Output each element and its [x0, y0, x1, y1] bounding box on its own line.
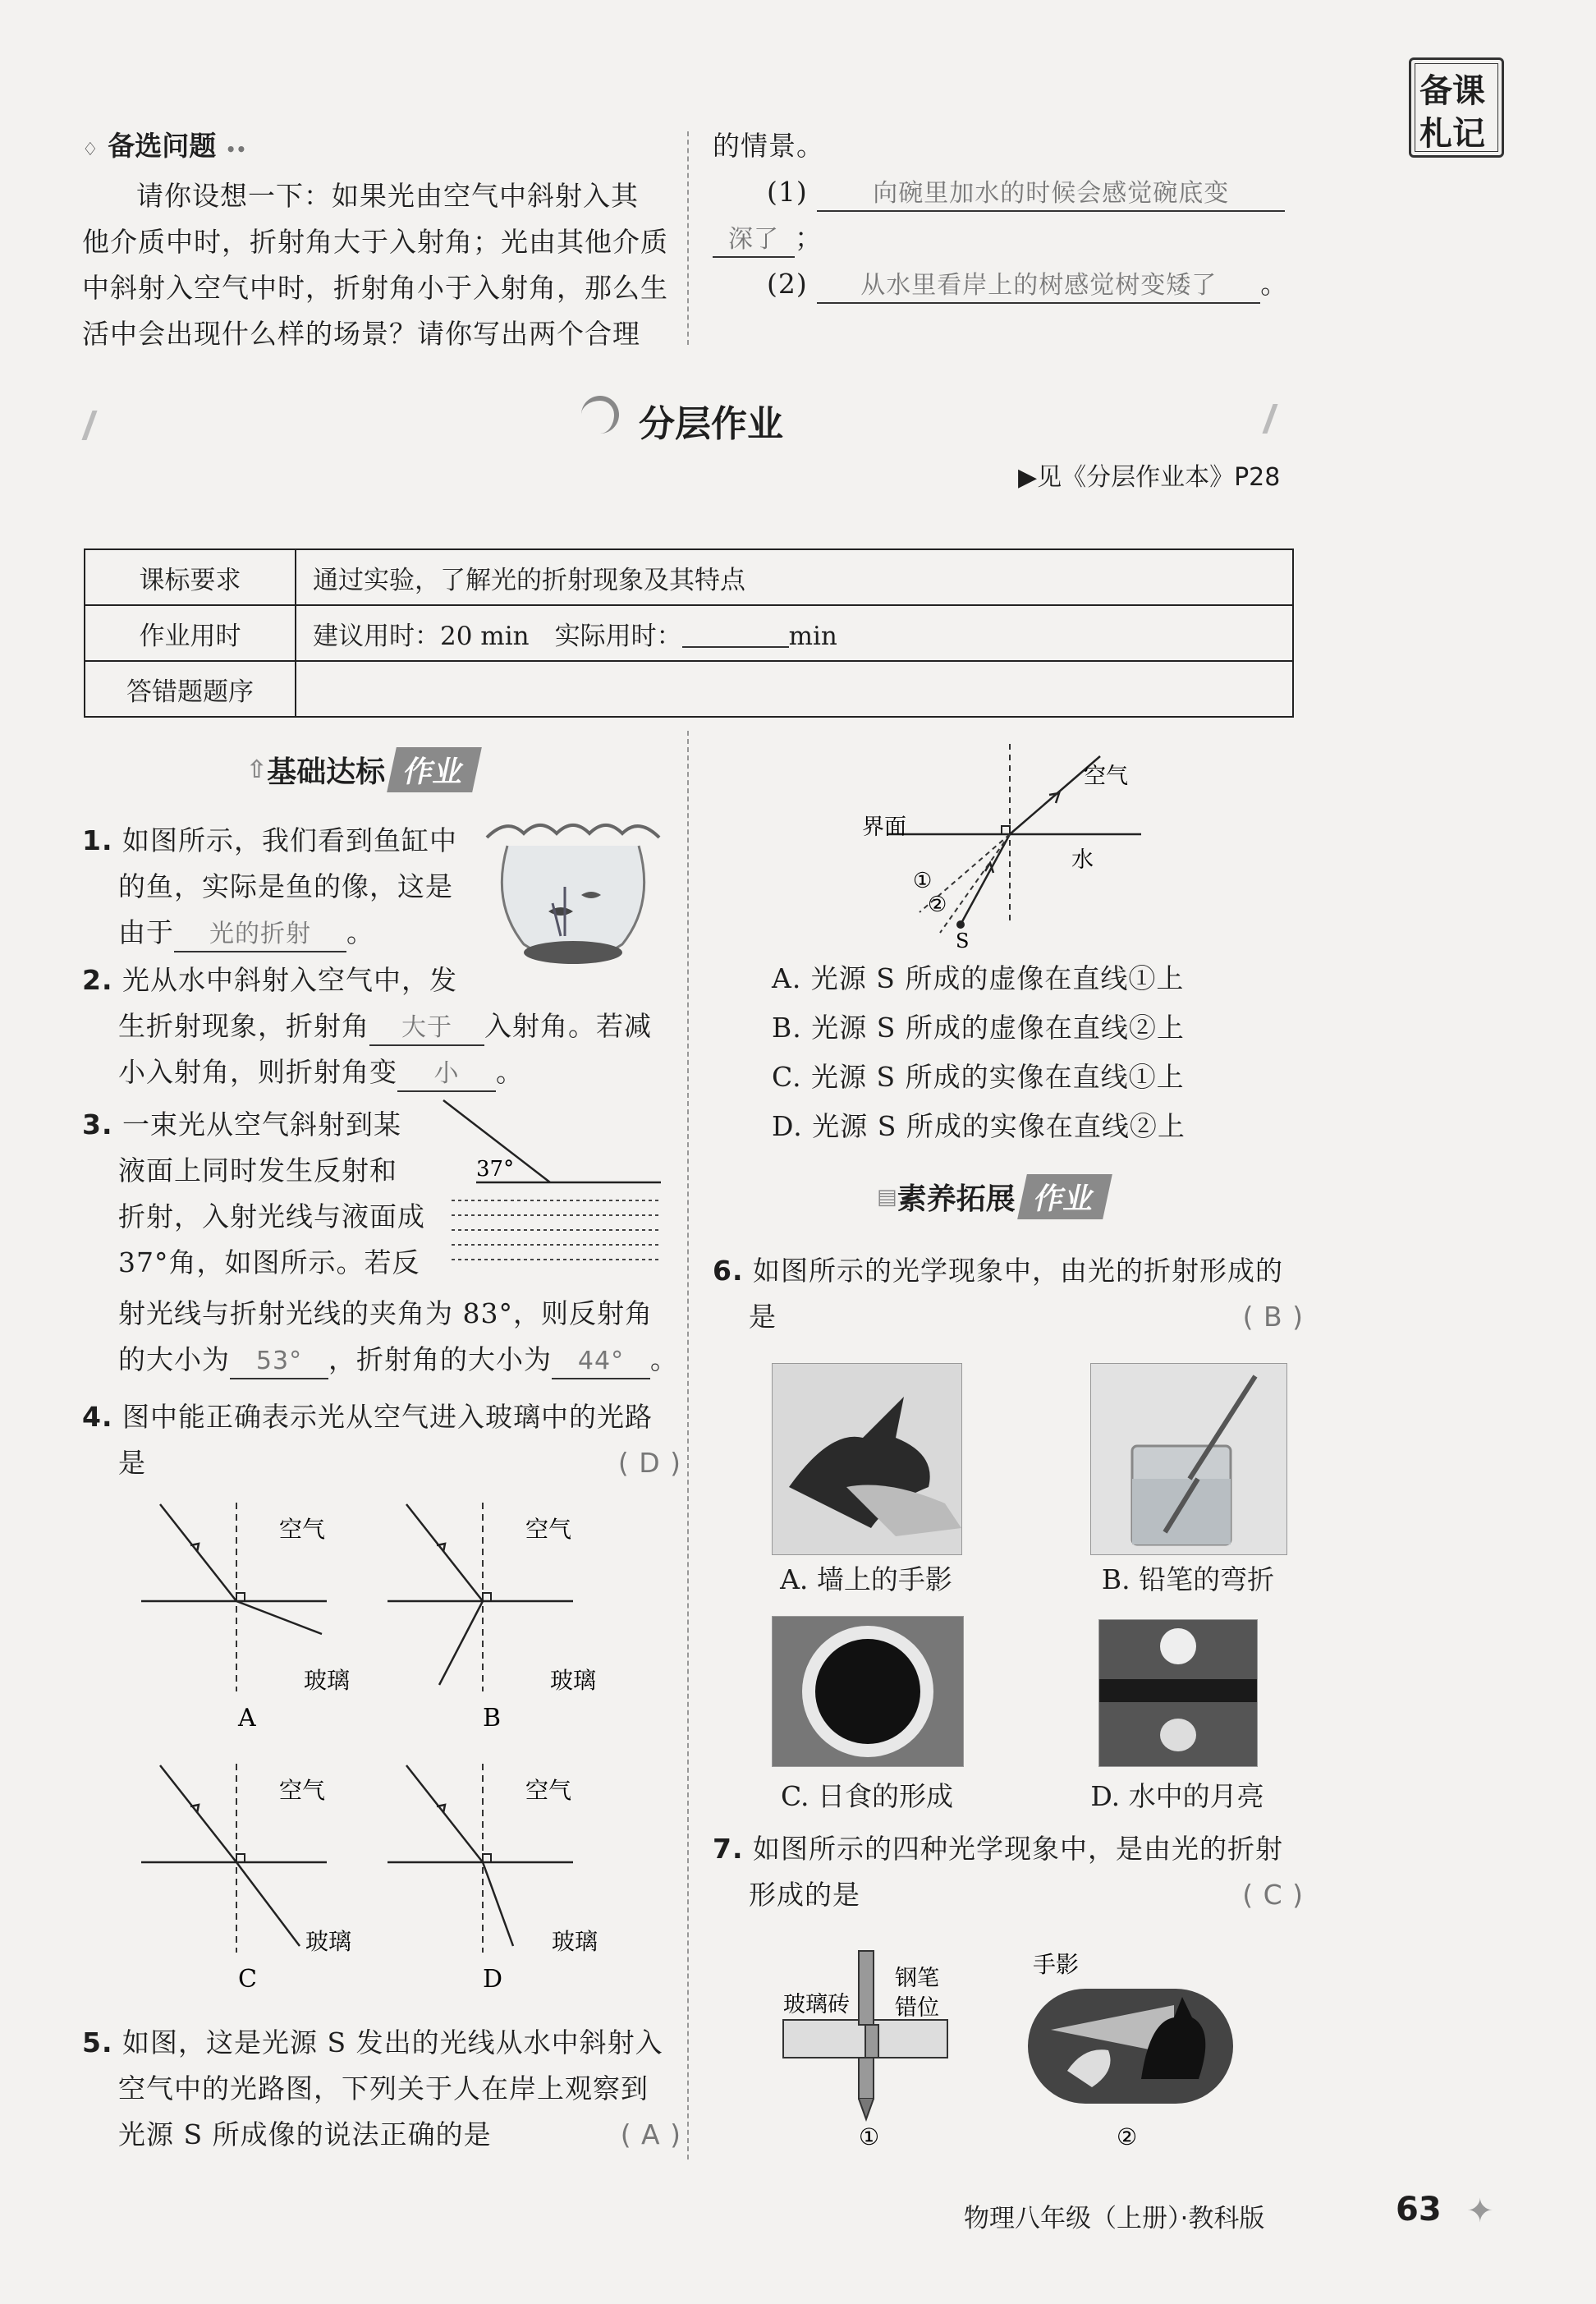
q4c-air: 空气 — [279, 1777, 326, 1804]
q4-diagram-c — [131, 1756, 352, 2002]
q2-line2b: 入射角。若减 — [484, 1010, 652, 1042]
q3-line6c: 。 — [650, 1343, 678, 1375]
q7-mark-1: ① — [859, 2123, 880, 2150]
q7-label-shift: 错位 — [895, 1995, 939, 2021]
q3-answer1[interactable]: 53° — [230, 1345, 328, 1379]
q7-num: 7. — [713, 1833, 744, 1865]
q5-line3: 光源 S 所成像的说法正确的是 — [118, 2118, 492, 2150]
section-deco-left — [81, 411, 115, 440]
q4-diagram-d — [378, 1756, 598, 2002]
q5-options — [772, 954, 1186, 1151]
q4c-label: C — [238, 1965, 257, 1994]
backup-question: ♢ 备选问题 •• 请你设想一下：如果光由空气中斜射入其 他介质中时，折射角大于入射角；光由其他介质 中斜射入空气中时，折射角小于入射角，那么生 活中会出现什么样的场景？请你写出两个合理 — [82, 123, 673, 357]
page-number: 63 — [1396, 2191, 1442, 2228]
fishbowl-figure — [475, 813, 672, 977]
q2-line2a: 生折射现象，折射角 — [118, 1010, 369, 1042]
backup-item2-label: (2) — [767, 268, 808, 300]
q4a-air: 空气 — [279, 1516, 326, 1543]
q2-num: 2. — [82, 964, 113, 996]
q4-num: 4. — [82, 1401, 113, 1433]
column-divider — [687, 731, 689, 2159]
backup-line-3: 中斜射入空气中时，折射角小于入射角，那么生 — [82, 272, 668, 304]
q3-line4: 37°角，如图所示。若反 — [118, 1246, 420, 1278]
row-value — [296, 605, 1293, 661]
q3-line6b: ，折射角的大小为 — [328, 1343, 552, 1375]
homework-info-table — [84, 548, 1294, 718]
q5-fig-line2: ② — [928, 893, 947, 917]
q4-answer[interactable]: ( D ) — [617, 1447, 681, 1479]
q4-diagram-b — [378, 1494, 597, 1741]
q4-line1: 图中能正确表示光从空气进入玻璃中的光路 — [122, 1401, 653, 1433]
q4a-glass: 玻璃 — [304, 1667, 351, 1694]
banner-extension — [877, 1174, 1108, 1219]
actual-time-field[interactable] — [682, 623, 789, 648]
backup-item1-answer-cont: 深了 — [713, 223, 795, 258]
q4d-glass: 玻璃 — [552, 1928, 598, 1955]
q5-fig-line1: ① — [913, 869, 933, 893]
q4d-label: D — [483, 1965, 503, 1994]
table-row — [85, 549, 1293, 605]
q5-option-c[interactable]: C. 光源 S 所成的实像在直线①上 — [772, 1061, 1185, 1093]
q1-num: 1. — [82, 824, 113, 856]
time-suggested: 建议用时：20 min 实际用时： — [313, 621, 682, 651]
q5-refraction-figure — [854, 736, 1166, 951]
section-swirl-icon — [581, 396, 619, 434]
question-6 — [713, 1248, 1304, 1340]
backup-heading: 备选问题 — [108, 130, 217, 162]
q2-line3b: 。 — [496, 1056, 524, 1088]
q5-option-d[interactable]: D. 光源 S 所成的实像在直线②上 — [772, 1110, 1186, 1142]
backup-line-2: 他介质中时，折射角大于入射角；光由其他介质 — [82, 226, 668, 258]
q5-fig-water: 水 — [1071, 847, 1094, 873]
question-5 — [82, 2020, 681, 2158]
q5-line1: 如图，这是光源 S 发出的光线从水中斜射入 — [122, 2026, 663, 2058]
q4c-glass: 玻璃 — [305, 1928, 352, 1955]
q2-answer2[interactable]: 小 — [397, 1058, 496, 1092]
q3-num: 3. — [82, 1108, 113, 1141]
q7-hand-shadow-figure — [1018, 1948, 1240, 2153]
q3-line6a: 的大小为 — [118, 1343, 230, 1375]
q2-line1: 光从水中斜射入空气中，发 — [122, 964, 457, 996]
q6-line1: 如图所示的光学现象中，由光的折射形成的 — [753, 1255, 1283, 1287]
q6-line2: 是 — [749, 1301, 777, 1333]
q7-line1: 如图所示的四种光学现象中，是由光的折射 — [753, 1833, 1283, 1865]
q4-line2: 是 — [118, 1447, 146, 1479]
book-icon: ▤ — [877, 1184, 897, 1209]
q7-label-glass: 玻璃砖 — [783, 1992, 850, 2017]
footer-book-title: 物理八年级（上册）·教科版 — [964, 2204, 1265, 2233]
banner-basic-tag: 作业 — [387, 747, 482, 792]
table-row — [85, 661, 1293, 717]
q5-option-a[interactable]: A. 光源 S 所成的虚像在直线①上 — [772, 962, 1185, 994]
note-tag-line2: 札记 — [1419, 115, 1485, 153]
time-unit: min — [788, 621, 837, 651]
q4a-label: A — [238, 1704, 256, 1733]
q5-line2: 空气中的光路图，下列关于人在岸上观察到 — [118, 2072, 649, 2104]
backup-answers — [713, 123, 1304, 307]
q6-caption-a: A. 墙上的手影 — [780, 1563, 952, 1595]
q7-label-pen: 钢笔 — [895, 1966, 939, 1991]
backup-item2-end: 。 — [1260, 268, 1289, 300]
q1-line3a: 由于 — [118, 916, 174, 948]
banner-ext-title: 素养拓展 — [897, 1182, 1016, 1216]
row-label: 答错题题序 — [85, 661, 296, 717]
up-arrow-icon: ⇧ — [246, 755, 268, 784]
q6-caption-b: B. 铅笔的弯折 — [1101, 1563, 1275, 1595]
row-label: 课标要求 — [85, 549, 296, 605]
footer-sparkle-icon: ✦ — [1466, 2192, 1494, 2230]
q3-line1: 一束光从空气斜射到某 — [122, 1108, 401, 1141]
section-ref: ▶见《分层作业本》P28 — [1018, 463, 1281, 492]
angle-label: 37° — [476, 1157, 515, 1182]
backup-item1-answer: 向碗里加水的时候会感觉碗底变 — [817, 177, 1285, 212]
q5-fig-interface: 界面 — [862, 815, 906, 840]
row-label: 作业用时 — [85, 605, 296, 661]
photo-moon-in-water — [1098, 1619, 1258, 1767]
bulb-icon: ♢ — [82, 140, 99, 160]
backup-item2-answer: 从水里看岸上的树感觉树变矮了 — [817, 269, 1260, 304]
q6-caption-c: C. 日食的形成 — [780, 1780, 954, 1812]
photo-solar-eclipse — [772, 1616, 964, 1767]
liquid-surface-figure — [443, 1100, 665, 1281]
backup-line-4: 活中会出现什么样的场景？请你写出两个合理 — [82, 318, 640, 350]
q5-fig-source: S — [956, 929, 970, 952]
backup-item1-label: (1) — [767, 176, 808, 208]
backup-line-1: 请你设想一下：如果光由空气中斜射入其 — [136, 180, 639, 212]
section-title: 分层作业 — [639, 403, 783, 445]
q1-line1: 如图所示，我们看到鱼缸中 — [122, 824, 457, 856]
q6-num: 6. — [713, 1255, 744, 1287]
q7-pen-glass-figure — [780, 1951, 969, 2148]
question-4 — [82, 1394, 681, 1486]
q3-line2: 液面上同时发生反射和 — [118, 1154, 397, 1186]
q4b-air: 空气 — [525, 1516, 572, 1543]
q3-line5: 射光线与折射光线的夹角为 83°，则反射角 — [118, 1297, 653, 1329]
photo-bent-pencil — [1090, 1363, 1287, 1555]
note-tag-line1: 备课 — [1419, 72, 1485, 110]
q4-diagram-a — [131, 1494, 351, 1741]
q7-line2: 形成的是 — [749, 1879, 860, 1911]
q3-answer2[interactable]: 44° — [552, 1345, 650, 1379]
top-column-divider — [687, 131, 689, 345]
question-2 — [82, 957, 673, 1095]
q5-num: 5. — [82, 2026, 113, 2058]
q1-answer[interactable]: 光的折射 — [174, 918, 346, 952]
note-tag — [1409, 57, 1504, 158]
q3-line3: 折射，入射光线与液面成 — [118, 1200, 425, 1232]
question-7 — [713, 1826, 1304, 1918]
table-row — [85, 605, 1293, 661]
banner-ext-tag: 作业 — [1017, 1174, 1112, 1219]
banner-basic — [246, 747, 477, 792]
q2-line3a: 小入射角，则折射角变 — [118, 1056, 397, 1088]
question-1 — [82, 818, 476, 956]
q6-caption-d: D. 水中的月亮 — [1090, 1780, 1264, 1812]
q4d-air: 空气 — [525, 1777, 572, 1804]
wrong-answer-field[interactable] — [296, 661, 1293, 717]
q1-line2: 的鱼，实际是鱼的像，这是 — [118, 870, 453, 902]
backup-intro: 的情景。 — [713, 130, 824, 162]
q5-option-b[interactable]: B. 光源 S 所成的虚像在直线②上 — [772, 1012, 1185, 1044]
q5-fig-air: 空气 — [1084, 764, 1128, 789]
row-value: 通过实验，了解光的折射现象及其特点 — [296, 549, 1293, 605]
q7-answer[interactable]: ( C ) — [1242, 1879, 1304, 1911]
q7-mark-2: ② — [1117, 2123, 1138, 2150]
photo-hand-shadow — [772, 1363, 962, 1555]
q4b-glass: 玻璃 — [550, 1667, 597, 1694]
backup-item1-end: ； — [795, 222, 823, 254]
q2-answer1[interactable]: 大于 — [369, 1012, 484, 1046]
banner-basic-title: 基础达标 — [267, 755, 386, 789]
q4b-label: B — [483, 1704, 502, 1733]
q5-answer[interactable]: ( A ) — [620, 2118, 681, 2150]
section-deco-right — [1262, 404, 1296, 434]
q1-line3b: 。 — [346, 916, 374, 948]
q6-answer[interactable]: ( B ) — [1242, 1301, 1304, 1333]
q7-label-shadow: 手影 — [1033, 1951, 1080, 1978]
